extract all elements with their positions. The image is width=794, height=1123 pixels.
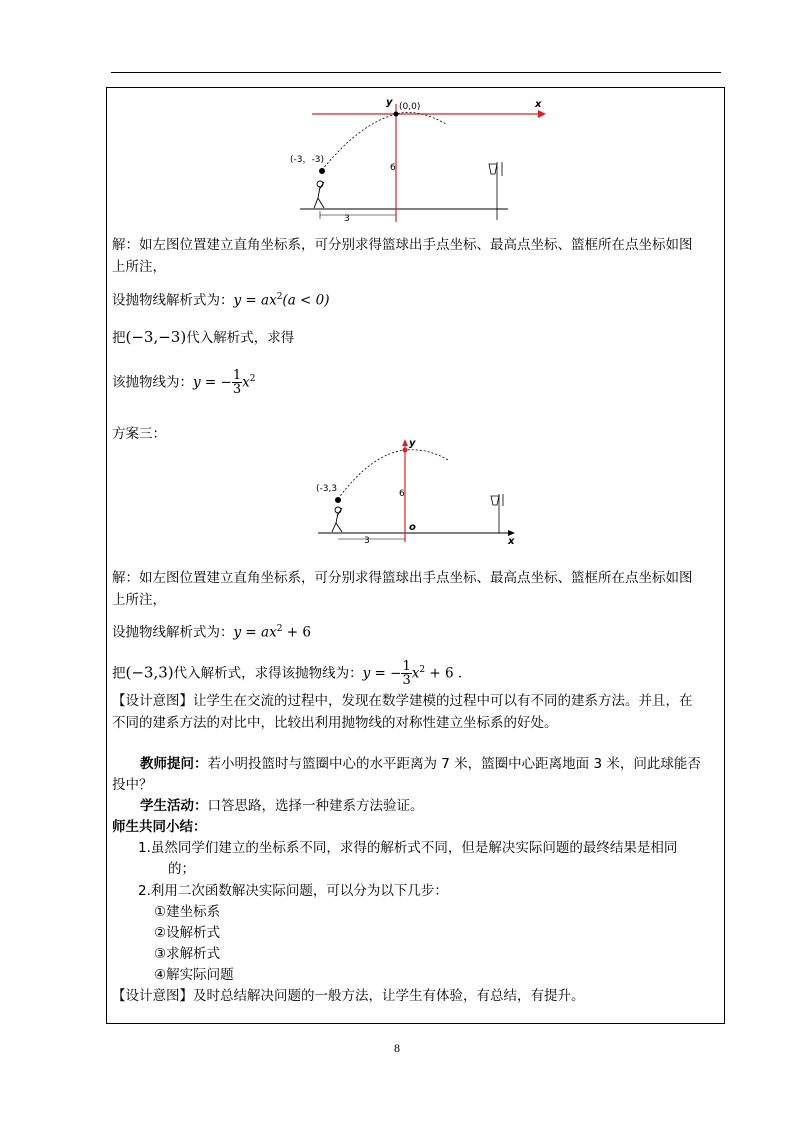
- fig2-height-label: 6: [399, 489, 405, 499]
- teacher-question-line1: 教师提问：若小明投篮时与篮圈中心的水平距离为 7 米，篮圈中心距离地面 3 米，问此球能否: [140, 756, 701, 772]
- fig1-release-point: [319, 168, 325, 174]
- fig1-player-icon: [314, 181, 324, 208]
- fig1-vertex-point: [394, 112, 399, 117]
- design-intent-1-line2: 不同的建系方法的对比中，比较出利用抛物线的对称性建立坐标系的好处。: [112, 715, 558, 731]
- step-4: ④解实际问题: [154, 967, 234, 983]
- teacher-question-line2: 投中？: [112, 777, 153, 793]
- fig1-point-label: (-3，-3): [290, 155, 324, 165]
- fig2-point-label: (-3,3: [316, 484, 338, 494]
- fig2-parabola: [338, 450, 448, 499]
- step-2: ②设解析式: [154, 925, 221, 941]
- solution1-line1: 解：如左图位置建立直角坐标系，可分别求得篮球出手点坐标、最高点坐标、篮框所在点坐标如图: [112, 237, 693, 253]
- solution2-line1: 解：如左图位置建立直角坐标系，可分别求得篮球出手点坐标、最高点坐标、篮框所在点坐标如图: [112, 570, 693, 586]
- step-3: ③求解析式: [154, 946, 221, 962]
- substitute-2-result: 把(−3,3)代入解析式，求得该抛物线为：y = − $\frac{1}{3}$ $x^2 + 6$ .: [112, 659, 463, 688]
- solution1-line2: 上所注，: [112, 259, 166, 275]
- fig1-parabola: [322, 112, 446, 170]
- fig2-axis-x-label: x: [508, 536, 515, 547]
- design-intent-2: 【设计意图】及时总结解决问题的一般方法，让学生有体验，有总结，有提升。: [112, 988, 585, 1004]
- set-equation-1: 设抛物线解析式为：$y = ax^2(a < 0)$: [112, 292, 330, 309]
- fig2-release-point: [335, 497, 341, 503]
- fig1-height-label: 6: [390, 163, 396, 173]
- fig1-x-arrow: [538, 110, 546, 118]
- step-1: ①建坐标系: [154, 904, 221, 920]
- fig1-hoop-icon: [489, 162, 502, 220]
- fig1-distance-label: 3: [344, 214, 350, 224]
- figure-1-coordinate-diagram: [280, 94, 550, 224]
- figure-2-coordinate-diagram: [308, 436, 523, 548]
- fig1-axis-y-label: y: [386, 97, 393, 108]
- fig2-y-arrow: [402, 439, 408, 446]
- substitute-1: 把(−3,−3)代入解析式，求得: [112, 328, 295, 346]
- summary-item-1-line1: 1.虽然同学们建立的坐标系不同，求得的解析式不同，但是解决实际问题的最终结果是相同: [138, 840, 678, 856]
- header-rule: [111, 72, 721, 73]
- fig2-player-icon: [332, 507, 342, 532]
- result-equation-1: 该抛物线为：y = − $\frac{1}{3}$ $x^2$: [112, 368, 256, 397]
- plan-three-heading: 方案三：: [112, 426, 166, 442]
- summary-title: 师生共同小结：: [112, 819, 207, 835]
- fig1-origin-label: (0,0): [399, 102, 421, 112]
- fig2-hoop-icon: [491, 494, 503, 533]
- solution2-line2: 上所注，: [112, 592, 166, 608]
- fig2-axis-y-label: y: [409, 438, 416, 449]
- fig2-vertex-point: [403, 448, 408, 453]
- student-activity: 学生活动：口答思路，选择一种建系方法验证。: [140, 798, 424, 814]
- fig2-origin-label: o: [409, 522, 416, 533]
- design-intent-1-line1: 【设计意图】让学生在交流的过程中，发现在数学建模的过程中可以有不同的建系方法。并且，在: [112, 693, 693, 709]
- fig1-axis-x-label: x: [535, 99, 542, 110]
- summary-item-2: 2.利用二次函数解决实际问题，可以分为以下几步：: [138, 883, 448, 899]
- summary-item-1-line2: 的；: [168, 861, 195, 877]
- page-number: 8: [394, 1041, 400, 1055]
- set-equation-2: 设抛物线解析式为：$y = ax^2 + 6$: [112, 624, 311, 641]
- fig2-distance-label: 3: [364, 536, 370, 546]
